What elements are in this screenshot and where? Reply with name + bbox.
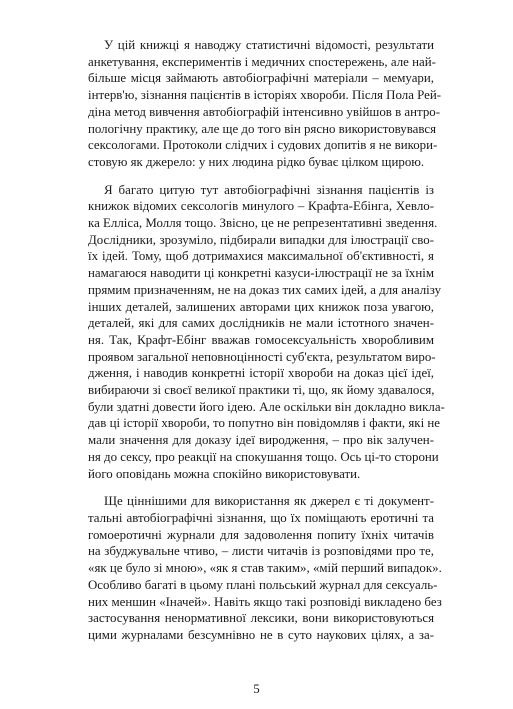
text-line: їх ідей. Тому, щоб дотримахися максимальної об'єктивності, я bbox=[88, 249, 434, 264]
text-line: гомоеротичні журнали для задоволення попиту їхніх читачів bbox=[88, 527, 434, 542]
text-line: тальні автобіографічні зізнання, що їх поміщають еротичні та bbox=[88, 510, 434, 525]
text-line: У цій книжці я наводжу статистичні відомості, результати bbox=[104, 38, 434, 52]
text-line: прямим призначенням, не на доказ тих самих ідей, а для аналізу bbox=[88, 282, 442, 297]
text-line: сексологами. Протоколи слідчих і судових допитів я не викори- bbox=[88, 138, 438, 153]
text-line: стовую як джерело: у них людина рідко буває цілком щирою. bbox=[88, 154, 425, 169]
text-line: дження, і наводив конкретні історії хвороби на доказ цієї ідеї, bbox=[88, 366, 434, 381]
page-number: 5 bbox=[253, 681, 260, 696]
text-line: Я багато цитую тут автобіографічні зізнання пацієнтів із bbox=[104, 182, 434, 197]
body-text bbox=[88, 37, 445, 644]
text-line: книжок відомих сексологів минулого – Крафта-Ебінга, Хевло- bbox=[88, 199, 434, 214]
text-line: «як це було зі мною», «як я став таким», «мій перший випадок». bbox=[88, 561, 442, 576]
text-line: на збуджувальне чтиво, – листи читачів із розповідями про те, bbox=[88, 544, 434, 559]
text-line: ка Елліса, Молля тощо. Звісно, це не репрезентативні зведення. bbox=[88, 216, 438, 231]
text-line: проявом загальної неповноцінності суб'єкта, результатом виро- bbox=[88, 349, 436, 364]
text-line: інтерв'ю, зізнання пацієнтів в історіях хвороби. Після Пола Рей- bbox=[88, 88, 442, 103]
text-line: ня до сексу, про реакції на спокушання тощо. Ось ці-то сторони bbox=[88, 449, 439, 464]
paragraph-2 bbox=[88, 182, 445, 483]
text-line: Особливо багаті в цьому плані польський журнал для сексуаль- bbox=[88, 577, 438, 592]
text-line: анкетування, експериментів і медичних спостережень, але най- bbox=[88, 54, 436, 69]
text-line: його оповідань можна спокійно використовувати. bbox=[88, 466, 361, 481]
text-line: були здатні довести його ідею. Але оскільки він докладно виклa- bbox=[88, 399, 445, 414]
text-line: пологічну практику, але ще до того він рясно використовувався bbox=[88, 121, 437, 136]
text-line: ня. Так, Крафт-Ебінг вважав гомосексуальність хворобливим bbox=[88, 332, 434, 347]
text-line: деталей, які для самих дослідників не мали істотного значен- bbox=[88, 316, 434, 331]
text-line: намагаюся наводити ці конкретні казуси-ілюстрації не за їхнім bbox=[88, 266, 434, 281]
text-line: вибираючи зі своєї великої практики ті, що, як йому здавалося, bbox=[88, 383, 435, 398]
paragraph-1 bbox=[88, 37, 442, 171]
text-line: діна метод вивчення автобіографій інтенсивно увійшов в антро- bbox=[88, 104, 441, 119]
text-line: інших деталей, залишених авторами цих книжок поза увагою, bbox=[88, 299, 434, 314]
text-line: дав ці історії хвороби, то попутно він повідомляв і факти, які не bbox=[88, 416, 440, 431]
text-line: цими журналами безсумнівно не в суто наукових цілях, а за- bbox=[88, 627, 434, 642]
text-line: Дослідники, зрозуміло, підбирали випадки для ілюстрації сво- bbox=[88, 232, 434, 247]
paragraph-3 bbox=[88, 493, 442, 643]
text-line: Ще ціннішими для використання як джерел є ті документ- bbox=[104, 494, 434, 509]
text-line: них меншин «Іначей». Навіть якщо такі розповіді викладено без bbox=[88, 594, 442, 609]
text-line: застосування ненормативної лексики, вони використовуються bbox=[88, 611, 434, 626]
text-line: мали значення для доказу ідеї виродження, – про вік залучен- bbox=[88, 433, 434, 448]
text-line: більше місця займають автобіографічні матеріали – мемуари, bbox=[88, 71, 434, 86]
